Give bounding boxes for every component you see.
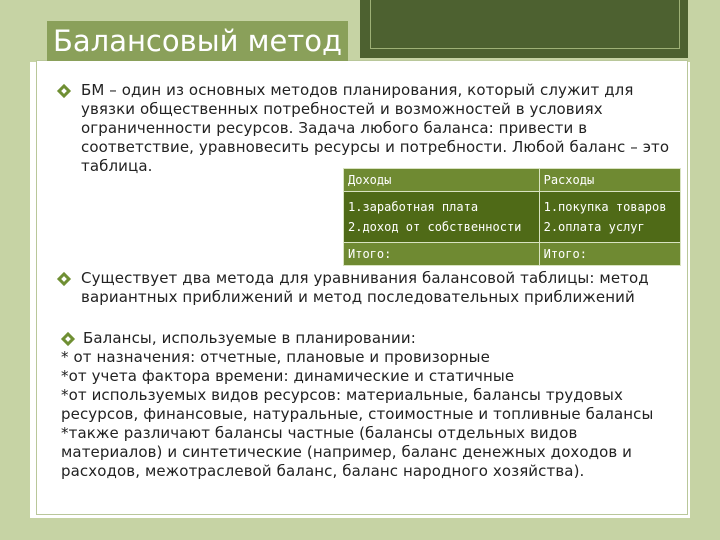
frame-bottom bbox=[0, 518, 720, 540]
table-header-income: Доходы bbox=[344, 169, 540, 192]
balance-type-line: *от учета фактора времени: динамические и статичные bbox=[61, 367, 515, 385]
bullet-text-1: БМ – один из основных методов планирования, который служит для увязки общественных потребностей и возможностей в условиях ограниченности ресурсов. Задача любого баланса: привести в соответствие, уравновесить ресурсы и потребности. Любой баланс – это таблица. bbox=[81, 81, 670, 175]
table-header-expenses: Расходы bbox=[539, 169, 680, 192]
income-item: 2.доход от собственности bbox=[348, 219, 522, 234]
balance-type-line: *также различают балансы частные (балансы отдельных видов материалов) и синтетические (например, баланс денежных доходов и расходов, межотраслевой баланс, баланс народного хозяйства). bbox=[61, 424, 633, 480]
expense-item: 2.оплата услуг bbox=[543, 219, 645, 234]
bullet-diamond-icon bbox=[57, 272, 71, 286]
table-total-income: Итого: bbox=[344, 243, 540, 266]
income-item: 1.заработная плата bbox=[348, 199, 479, 214]
table-total-expenses: Итого: bbox=[539, 243, 680, 266]
bullet-3-lead: Балансы, используемые в планировании: bbox=[83, 329, 416, 347]
decorative-tab-border bbox=[370, 0, 680, 49]
balance-table bbox=[343, 168, 681, 266]
bullet-diamond-icon bbox=[57, 84, 71, 98]
slide-title: Балансовый метод bbox=[47, 21, 348, 61]
balance-type-line: * от назначения: отчетные, плановые и провизорные bbox=[61, 348, 490, 366]
balance-type-line: *от используемых видов ресурсов: материальные, балансы трудовых ресурсов, финансовые, натуральные, стоимостные и топливные балансы bbox=[61, 386, 654, 423]
frame-left bbox=[0, 0, 30, 540]
expense-item: 1.покупка товаров bbox=[543, 199, 667, 214]
frame-right bbox=[690, 0, 720, 540]
bullet-text-2: Существует два метода для уравнивания балансовой таблицы: метод вариантных приближений и метод последовательных приближений bbox=[81, 269, 649, 306]
bullet-text-3 bbox=[61, 329, 681, 481]
slide-content bbox=[36, 24, 688, 515]
table-income-cell bbox=[344, 191, 540, 242]
table-expenses-cell bbox=[539, 191, 680, 242]
